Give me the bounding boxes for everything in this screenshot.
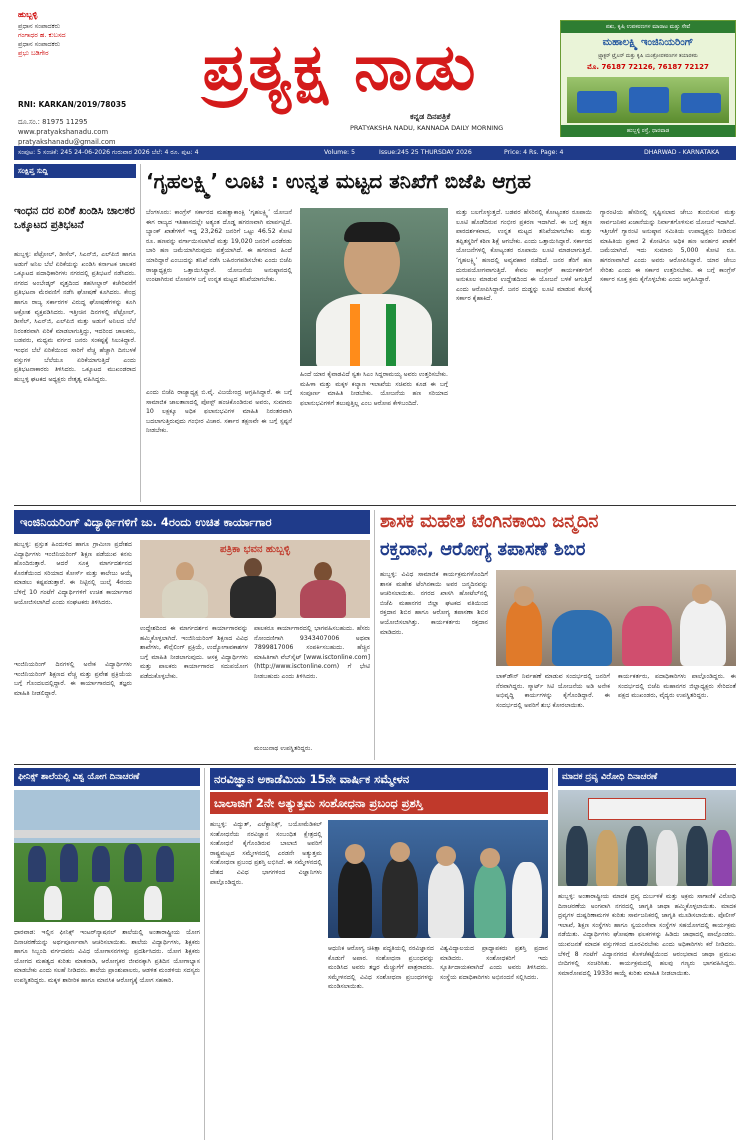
left-info-line: ಪ್ರಧಾನ ಸಂಪಾದಕರು — [18, 22, 61, 30]
academy-photo — [328, 820, 548, 938]
engineering-col1: ಹುಬ್ಬಳ್ಳಿ: ಪ್ರಸ್ತುತ ಹಿಂದುಳಿದ ಹಾಗೂ ಗ್ರಾಮೀಣ ಪ್ರದೇಶದ ವಿದ್ಯಾರ್ಥಿಗಳು ಇಂಜಿನಿಯರಿಂಗ್ ಶಿಕ್ಷಣ ಪಡೆಯುವ ಕನಸು ಹೊಂದಿರುತ್ತಾರೆ. ಆದರೆ ಸೂಕ್ತ ಮಾರ್ಗದರ್ಶನದ ಕೊರತೆಯಿಂದ ಸರಿಯಾದ ಕೋರ್ಸ್ ಮತ್ತು ಕಾಲೇಜು ಆಯ್ಕೆ ಮಾಡಲು ಕಷ್ಟಪಡುತ್ತಾರೆ. ಈ ನಿಟ್ಟಿನಲ್ಲಿ ಜುಲೈ 4ರಂದು ಬೆಳಿಗ್ಗೆ 10 ಗಂಟೆಗೆ ವಿದ್ಯಾರ್ಥಿಗಳಿಗೆ ಉಚಿತ ಕಾರ್ಯಾಗಾರ ಆಯೋಜಿಸಲಾಗಿದೆ ಎಂದು ಸಂಘಟಕರು ತಿಳಿಸಿದರು. — [14, 541, 132, 606]
ad-line: ಟ್ರ್ಯಾಕ್ಟರ್ ಟ್ರೈಲರ್ ಮತ್ತು ಕೃಷಿ ಯಂತ್ರೋಪಕರಣಗಳ ತಯಾರಕರು — [598, 53, 698, 59]
lead-headline: ‘ಗೃಹಲಕ್ಷ್ಮಿ’ ಲೂಟಿ : ಉನ್ನತ ಮಟ್ಟದ ತನಿಖೆಗೆ ಬಿಜೆಪಿ ಆಗ್ರಹ — [146, 169, 531, 193]
ad-brand: ಮಹಾಲಕ್ಷ್ಮಿ ಇಂಜಿನಿಯರಿಂಗ್ — [602, 37, 694, 48]
engineering-col1b: ಇಂಜಿನಿಯರಿಂಗ್ ದಿನಗಳಲ್ಲಿ ಅನೇಕ ವಿದ್ಯಾರ್ಥಿಗಳು ಇಂಜಿನಿಯರಿಂಗ್ ಶಿಕ್ಷಣದ ವೆಚ್ಚ ಮತ್ತು ಪ್ರವೇಶ ಪ್ರಕ್ರಿಯೆಯ ಬಗ್ಗೆ ಗೊಂದಲದಲ್ಲಿದ್ದಾರೆ. ಈ ಕಾರ್ಯಾಗಾರದಲ್ಲಿ ತಜ್ಞರು ಮಾಹಿತಿ ನೀಡಲಿದ್ದಾರೆ. — [14, 661, 132, 697]
yoga-story — [14, 768, 200, 1140]
lead-col1: ಬೆಂಗಳೂರು: ಕಾಂಗ್ರೆಸ್ ಸರ್ಕಾರದ ಮಹತ್ವಾಕಾಂಕ್ಷಿ ‘ಗೃಹಲಕ್ಷ್ಮಿ’ ಯೋಜನೆ ಈಗ ರಾಜ್ಯದ ಇತಿಹಾಸದಲ್ಲೇ ಅತ್ಯಂತ ದೊಡ್ಡ ಹಗರಣವಾಗಿ ಮಾರ್ಪಟ್ಟಿದೆ. ಬ್ಯಾಂಕ್ ಖಾತೆಗಳಿಗೆ ಇದ್ದ 23,262 ಜನರಿಗೆ ಒಟ್ಟು 46.52 ಕೋಟಿ ರೂ. ಹಣವನ್ನು ವರ್ಗಾಯಿಸಲಾಗಿದೆ ಮತ್ತು 19,020 ಜನರಿಗೆ ಎರಡೆರಡು ಬಾರಿ ಹಣ ಜಮೆಯಾಗಿರುವುದು ಪತ್ತೆಯಾಗಿದೆ. ಈ ಹಗರಣದ ಹಿಂದೆ ಯಾರಿದ್ದಾರೆ ಎಂಬುದನ್ನು ತನಿಖೆ ನಡೆಸಿ ಬಹಿರಂಗಪಡಿಸಬೇಕು ಎಂದು ಬಿಜೆಪಿ ರಾಜ್ಯಾಧ್ಯಕ್ಷರು ಒತ್ತಾಯಿಸಿದ್ದಾರೆ. ಯೋಜನೆಯ ಅನುಷ್ಠಾನದಲ್ಲಿ ಉಂಟಾಗಿರುವ ಲೋಪಗಳ ಬಗ್ಗೆ ಉನ್ನತ ಮಟ್ಟದ ತನಿಖೆಯಾಗಬೇಕು. — [146, 209, 292, 284]
ad-top-line: ಪಶು, ಕೃಷಿ ಉಪಕರಣಗಳ ಮಾರಾಟ ಮತ್ತು ಸೇವೆ — [561, 21, 735, 33]
website-link[interactable]: www.pratyakshanadu.com — [18, 128, 109, 136]
lead-col1b: ಎಂದು ಬಿಜೆಪಿ ರಾಜ್ಯಾಧ್ಯಕ್ಷ ಬಿ.ವೈ. ವಿಜಯೇಂದ್ರ ಆಗ್ರಹಿಸಿದ್ದಾರೆ. ಈ ಬಗ್ಗೆ ಸಾಮಾಜಿಕ ಜಾಲತಾಣದಲ್ಲಿ ಪೋಸ್ಟ್ ಹಂಚಿಕೊಂಡಿರುವ ಅವರು, ಸುಮಾರು 10 ಲಕ್ಷಕ್ಕೂ ಅಧಿಕ ಫಲಾನುಭವಿಗಳ ಮಾಹಿತಿ ನಿರಂತರವಾಗಿ ಬದಲಾಗುತ್ತಿರುವುದು ಗಂಭೀರ ವಿಚಾರ. ಸರ್ಕಾರ ತಕ್ಷಣವೇ ಈ ಬಗ್ಗೆ ಸ್ಪಷ್ಟನೆ ನೀಡಬೇಕು. — [146, 389, 292, 435]
dateline-bar — [14, 146, 736, 160]
email-link[interactable]: pratyakshanadu@gmail.com — [18, 138, 116, 146]
academy-col1: ಹುಬ್ಬಳ್ಳಿ: ವಿದ್ಯುತ್, ಎಲೆಕ್ಟ್ರಾನಿಕ್ಸ್, ಬಯೋಮೆಡಿಕಲ್ ಸಂಶೋಧನೆಯ ನರವಿಜ್ಞಾನ ಸಂಬಂಧಿತ ಕ್ಷೇತ್ರದಲ್ಲಿ ಸಂಶೋಧನೆ ಕೈಗೊಂಡಿರುವ ಬಾಲಾಜಿ ಅವರಿಗೆ ರಾಷ್ಟ್ರಮಟ್ಟದ ಸಮ್ಮೇಳನದಲ್ಲಿ ಎರಡನೇ ಅತ್ಯುತ್ತಮ ಸಂಶೋಧನಾ ಪ್ರಬಂಧ ಪ್ರಶಸ್ತಿ ಲಭಿಸಿದೆ. ಈ ಸಮ್ಮೇಳನದಲ್ಲಿ ದೇಶದ ವಿವಿಧ ಭಾಗಗಳಿಂದ ವಿಜ್ಞಾನಿಗಳು ಪಾಲ್ಗೊಂಡಿದ್ದರು. — [210, 821, 322, 886]
academy-story — [210, 768, 548, 1140]
lead-photo — [300, 208, 448, 366]
subtitle-kannada: ಕನ್ನಡ ದಿನಪತ್ರಿಕೆ — [410, 112, 451, 121]
drugs-story — [558, 768, 736, 1140]
lead-col3: ಮತ್ತು ಬಲಗೊಳ್ಳುತ್ತದೆ. ಬಡವರ ಹೆಸರಿನಲ್ಲಿ ಕೋಟ್ಯಂತರ ರೂಪಾಯಿ ಲೂಟಿ ಹೊಡೆದಿರುವ ಗಂಭೀರ ಪ್ರಕರಣ ಇದಾಗಿದೆ. ಈ ಬಗ್ಗೆ ತಕ್ಷಣ ಪಾರದರ್ಶಕವಾದ, ಉನ್ನತ ಮಟ್ಟದ ತನಿಖೆಯಾಗಬೇಕು ಮತ್ತು ತಪ್ಪಿತಸ್ಥರಿಗೆ ಕಠಿಣ ಶಿಕ್ಷೆ ಆಗಬೇಕು. ಎಂದು ಒತ್ತಾಯಿಸಿದ್ದಾರೆ. ಸರ್ಕಾರದ ಯೋಜನೆಗಳಲ್ಲಿ ಕೋಟ್ಯಂತರ ರೂಪಾಯಿ ಲೂಟಿ ಮಾಡಲಾಗುತ್ತಿದೆ. ‘ಗೃಹಲಕ್ಷ್ಮಿ’ ಹಣದಲ್ಲಿ ಅವ್ಯವಹಾರ ನಡೆದಿದೆ. ಜನರ ತೆರಿಗೆ ಹಣ ದುರುಪಯೋಗವಾಗುತ್ತಿದೆ. ಕೇವಲ ಕಾಂಗ್ರೆಸ್ ಕಾರ್ಯಕರ್ತರಿಗೆ ಅನುಕೂಲ ಮಾಡುವ ಉದ್ದೇಶದಿಂದ ಈ ಯೋಜನೆ ಬಳಕೆ ಆಗುತ್ತಿದೆ ಎಂದು ಆರೋಪಿಸಿದ್ದಾರೆ. ಜನರ ದುಡ್ಡನ್ನು ಲೂಟಿ ಮಾಡುವ ಕೆಲಸಕ್ಕೆ ಸರ್ಕಾರ ಕೈಹಾಕಿದೆ. — [456, 209, 592, 303]
phone-number: ದೂ.ಸಂ.: 81975 11295 — [18, 118, 88, 126]
lead-col4: ಗ್ಯಾರಂಟಿಯ ಹೆಸರಿನಲ್ಲಿ ಸೃಷ್ಟಿಸಲಾದ ಜೇಬು ತುಂಬಿಸುವ ಮತ್ತು ಸಾರ್ವಜನಿಕರ ಖಜಾನೆಯನ್ನು ನಿರ್ವಾತಗೊಳಿಸುವ ಯೋಜನೆ ಇದಾಗಿದೆ. ಇತ್ತೀಚೆಗೆ ಗ್ಯಾರಂಟಿ ಅನುಷ್ಠಾನ ಸಮಿತಿಯ ಉಪಾಧ್ಯಕ್ಷರು ನೀಡಿರುವ ಮಾಹಿತಿಯ ಪ್ರಕಾರ 2 ಕೋಟಿಗೂ ಅಧಿಕ ಹಣ ಅನರ್ಹರ ಖಾತೆಗೆ ಜಮೆಯಾಗಿದೆ. ಇದು ಸುಮಾರು 5,000 ಕೋಟಿ ರೂ. ಹಗರಣವಾಗಿದೆ ಎಂದು ಅವರು ಆರೋಪಿಸಿದ್ದಾರೆ. ಯಾರ ಜೇಬು ಸೇರಿತು ಎಂದು ಈ ಸರ್ಕಾರ ಉತ್ತರಿಸಬೇಕು. ಈ ಬಗ್ಗೆ ಕಾಂಗ್ರೆಸ್ ಸರ್ಕಾರ ಸೂಕ್ತ ಕ್ರಮ ಕೈಗೊಳ್ಳಬೇಕು ಎಂದು ಆಗ್ರಹಿಸಿದ್ದಾರೆ. — [600, 209, 736, 284]
lead-story — [146, 164, 736, 502]
dateline-issue: Issue:245 25 THURSDAY 2026 — [379, 149, 472, 156]
dateline-volume: Volume: 5 — [324, 149, 355, 156]
engineering-signoff: ಮಂಜುನಾಥ ಉಪಸ್ಥಿತರಿದ್ದರು. — [254, 745, 313, 752]
ad-machines-image — [567, 77, 729, 123]
engineering-headline: ಇಂಜಿನಿಯರಿಂಗ್ ವಿದ್ಯಾರ್ಥಿಗಳಿಗೆ ಜು. 4ರಂದು ಉಚಿತ ಕಾರ್ಯಾಗಾರ — [14, 510, 370, 534]
dateline-place: DHARWAD - KARNATAKA — [644, 149, 720, 156]
academy-col2: ಆಧುನಿಕ ಆರೋಗ್ಯ ಚಿಕಿತ್ಸಾ ಪದ್ಧತಿಯಲ್ಲಿ ನರವಿಜ್ಞಾನದ ಕೊಡುಗೆ ಅಪಾರ. ಸಂಶೋಧನಾ ಪ್ರಬಂಧವನ್ನು ಮಂಡಿಸಿದ ಅವರು ತಜ್ಞರ ಮೆಚ್ಚುಗೆಗೆ ಪಾತ್ರರಾದರು. ಸಮ್ಮೇಳನದಲ್ಲಿ ವಿವಿಧ ಸಂಶೋಧನಾ ಪ್ರಬಂಧಗಳನ್ನು ಮಂಡಿಸಲಾಯಿತು. — [328, 945, 434, 991]
left-info — [18, 22, 128, 58]
subtitle-english: PRATYAKSHA NADU, KANNADA DAILY MORNING — [350, 124, 504, 132]
yoga-headline: ಫೀನಿಕ್ಸ್ ಶಾಲೆಯಲ್ಲಿ ವಿಶ್ವ ಯೋಗ ದಿನಾಚರಣೆ — [14, 768, 200, 786]
birthday-headline-1: ಶಾಸಕ ಮಹೇಶ ಟೆಂಗಿನಕಾಯಿ ಜನ್ಮದಿನ — [380, 511, 599, 532]
brief-headline: ಇಂಧನ ದರ ಏರಿಕೆ ಖಂಡಿಸಿ ಚಾಲಕರ ಒಕ್ಕೂಟದ ಪ್ರತಿಭಟನೆ — [14, 205, 135, 231]
left-info-line: ಗಂಗಾಧರ ಹ. ಕುಬಸದ — [18, 31, 66, 39]
rni-number: RNI: KARKAN/2019/78035 — [18, 100, 127, 109]
edition-label: ಹುಬ್ಬಳ್ಳಿ — [18, 10, 38, 19]
engineering-story — [14, 510, 370, 760]
brief-news — [14, 164, 136, 502]
brief-body: ಹುಬ್ಬಳ್ಳಿ: ಪೆಟ್ರೋಲ್, ಡೀಸೆಲ್, ಸಿಎನ್‌ಜಿ, ಎಲ್‌ಪಿಜಿ ಹಾಗೂ ಅಡುಗೆ ಅನಿಲ ಬೆಲೆ ಏರಿಕೆಯನ್ನು ಖಂಡಿಸಿ ಕರ್ನಾಟಕ ಚಾಲಕರ ಒಕ್ಕೂಟದ ಪದಾಧಿಕಾರಿಗಳು ನಗರದಲ್ಲಿ ಪ್ರತಿಭಟನೆ ನಡೆಸಿದರು. ನಗರದ ಅಂಬೇಡ್ಕರ್ ವೃತ್ತದಿಂದ ತಹಸೀಲ್ದಾರ್ ಕಚೇರಿವರೆಗೆ ಪ್ರತಿಭಟನಾ ಮೆರವಣಿಗೆ ನಡೆಸಿ ಘೋಷಣೆ ಕೂಗಿದರು. ಕೇಂದ್ರ ಹಾಗೂ ರಾಜ್ಯ ಸರ್ಕಾರಗಳ ವಿರುದ್ಧ ಘೋಷಣೆಗಳನ್ನು ಕೂಗಿ ಆಕ್ರೋಶ ವ್ಯಕ್ತಪಡಿಸಿದರು. ಇತ್ತೀಚಿನ ದಿನಗಳಲ್ಲಿ ಪೆಟ್ರೋಲ್, ಡೀಸೆಲ್, ಸಿಎನ್‌ಜಿ, ಎಲ್‌ಪಿಜಿ ಮತ್ತು ಅಡುಗೆ ಅನಿಲದ ಬೆಲೆ ನಿರಂತರವಾಗಿ ಏರಿಕೆ ಮಾಡಲಾಗುತ್ತಿದ್ದು, ಇದರಿಂದ ಚಾಲಕರು, ಬಡವರು, ಮಧ್ಯಮ ವರ್ಗದ ಜನರು ಸಂಕಷ್ಟಕ್ಕೆ ಸಿಲುಕಿದ್ದಾರೆ. ಇಂಧನ ಬೆಲೆ ಏರಿಕೆಯಿಂದ ಸಾರಿಗೆ ವೆಚ್ಚ ಹೆಚ್ಚಾಗಿ ದಿನಬಳಕೆ ವಸ್ತುಗಳ ಬೆಲೆಯೂ ಏರಿಕೆಯಾಗುತ್ತಿದೆ ಎಂದು ಪ್ರತಿಭಟನಾಕಾರರು ತಿಳಿಸಿದರು. ಒಕ್ಕೂಟದ ಮುಖಂಡರಾದ ಹುಬ್ಬಳ್ಳಿ ಘಟಕದ ಅಧ್ಯಕ್ಷರು ನೇತೃತ್ವ ವಹಿಸಿದ್ದರು. — [14, 251, 136, 383]
engineering-photo — [140, 540, 370, 618]
left-info-line: ಪ್ರಭು ಬಡಿಗೇರ — [18, 49, 49, 57]
academy-col3: ವಿಶ್ವವಿದ್ಯಾಲಯದ ಪ್ರಾಧ್ಯಾಪಕರು ಪ್ರಶಸ್ತಿ ಪ್ರದಾನ ಮಾಡಿದರು. ಸಂಶೋಧಕರಿಗೆ ಇದು ಸ್ಫೂರ್ತಿದಾಯಕವಾಗಿದೆ ಎಂದು ಅವರು ತಿಳಿಸಿದರು. ಸಂಸ್ಥೆಯ ಪದಾಧಿಕಾರಿಗಳು ಅಭಿನಂದನೆ ಸಲ್ಲಿಸಿದರು. — [440, 945, 548, 981]
newspaper-title: ಪ್ರತ್ಯಕ್ಷ ನಾಡು — [202, 31, 478, 105]
birthday-col2: ಲಾಕ್‌ಡೌನ್ ನಿರ್ವಹಣೆ ಮಾಡುವ ಸಂದರ್ಭದಲ್ಲಿ ಜನರಿಗೆ ನೆರವಾಗಿದ್ದರು. ಸ್ಮಾರ್ಟ್ ಸಿಟಿ ಯೋಜನೆಯ ಅಡಿ ಅನೇಕ ಅಭಿವೃದ್ಧಿ ಕಾರ್ಯಗಳನ್ನು ಕೈಗೊಂಡಿದ್ದಾರೆ. ಈ ಸಂದರ್ಭದಲ್ಲಿ ಅವರಿಗೆ ಶುಭ ಕೋರಲಾಯಿತು. — [496, 673, 610, 709]
engineering-col3: ಪಾಲಕರೂ ಕಾರ್ಯಾಗಾರದಲ್ಲಿ ಭಾಗವಹಿಸಬಹುದು. ಹೆಸರು ನೋಂದಣಿಗಾಗಿ 9343407006 ಅಥವಾ 7899817006 ಸಂಪರ್ಕಿಸಬಹುದು. ಹೆಚ್ಚಿನ ಮಾಹಿತಿಗಾಗಿ ವೆಬ್‌ಸೈಟ್ [www.isctonline.com](http://www.isctonline.com) ಗೆ ಭೇಟಿ ನೀಡಬಹುದು ಎಂದು ತಿಳಿಸಿದರು. — [254, 625, 370, 680]
birthday-col3: ಕಾರ್ಯಕರ್ತರು, ಪದಾಧಿಕಾರಿಗಳು ಪಾಲ್ಗೊಂಡಿದ್ದರು. ಈ ಸಂದರ್ಭದಲ್ಲಿ ಬಿಜೆಪಿ ಮಹಾನಗರ ಜಿಲ್ಲಾಧ್ಯಕ್ಷರು ಸೇರಿದಂತೆ ಪಕ್ಷದ ಮುಖಂಡರು, ವೈದ್ಯರು ಉಪಸ್ಥಿತರಿದ್ದರು. — [618, 673, 736, 700]
lead-col2: ಹಿಂದೆ ಯಾರ ಕೈವಾಡವಿದೆ ಸ್ವತಃ ಸಿಎಂ ಸಿದ್ದರಾಮಯ್ಯ ಅವರು ಉತ್ತರಿಸಬೇಕು. ಮಹಿಳಾ ಮತ್ತು ಮಕ್ಕಳ ಕಲ್ಯಾಣ ಇಲಾಖೆಯ ಸಚಿವರು ಕೂಡ ಈ ಬಗ್ಗೆ ಸಂಪೂರ್ಣ ಮಾಹಿತಿ ನೀಡಬೇಕು. ಯೋಜನೆಯ ಹಣ ಸರಿಯಾದ ಫಲಾನುಭವಿಗಳಿಗೆ ತಲುಪುತ್ತಿಲ್ಲ ಎಂಬ ಆರೋಪ ಕೇಳಿಬಂದಿದೆ. — [300, 371, 448, 407]
engineering-col2: ಉದ್ದೇಶದಿಂದ ಈ ಮಾರ್ಗದರ್ಶನ ಕಾರ್ಯಾಗಾರವನ್ನು ಹಮ್ಮಿಕೊಳ್ಳಲಾಗಿದೆ. ಇಂಜಿನಿಯರಿಂಗ್ ಶಿಕ್ಷಣದ ವಿವಿಧ ಶಾಖೆಗಳು, ಕೌನ್ಸೆಲಿಂಗ್ ಪ್ರಕ್ರಿಯೆ, ಉದ್ಯೋಗಾವಕಾಶಗಳ ಬಗ್ಗೆ ಮಾಹಿತಿ ನೀಡಲಾಗುವುದು. ಆಸಕ್ತ ವಿದ್ಯಾರ್ಥಿಗಳು ಮತ್ತು ಪಾಲಕರು ಕಾರ್ಯಾಗಾರದ ಸದುಪಯೋಗ ಪಡೆದುಕೊಳ್ಳಬೇಕು. — [140, 625, 248, 680]
ad-bottom-line: ಹುಬ್ಬಳ್ಳಿ ರಸ್ತೆ, ಧಾರವಾಡ — [561, 125, 735, 137]
press-banner: ಪತ್ರಿಕಾ ಭವನ ಹುಬ್ಬಳ್ಳಿ — [219, 544, 291, 555]
drugs-body: ಹುಬ್ಬಳ್ಳಿ: ಅಂತಾರಾಷ್ಟ್ರೀಯ ಮಾದಕ ದ್ರವ್ಯ ದುರ್ಬಳಕೆ ಮತ್ತು ಅಕ್ರಮ ಸಾಗಾಣಿಕೆ ವಿರೋಧಿ ದಿನಾಚರಣೆಯ ಅಂಗವಾಗಿ ನಗರದಲ್ಲಿ ಜಾಗೃತಿ ಜಾಥಾ ಹಮ್ಮಿಕೊಳ್ಳಲಾಯಿತು. ಮಾದಕ ದ್ರವ್ಯಗಳ ದುಷ್ಪರಿಣಾಮಗಳ ಕುರಿತು ಸಾರ್ವಜನಿಕರಲ್ಲಿ ಜಾಗೃತಿ ಮೂಡಿಸಲಾಯಿತು. ಪೊಲೀಸ್ ಇಲಾಖೆ, ಶಿಕ್ಷಣ ಸಂಸ್ಥೆಗಳು ಹಾಗೂ ಸ್ವಯಂಸೇವಾ ಸಂಸ್ಥೆಗಳ ಸಹಯೋಗದಲ್ಲಿ ಕಾರ್ಯಕ್ರಮ ನಡೆಯಿತು. ವಿದ್ಯಾರ್ಥಿಗಳು ಘೋಷಣಾ ಫಲಕಗಳನ್ನು ಹಿಡಿದು ಜಾಥಾದಲ್ಲಿ ಪಾಲ್ಗೊಂಡರು. ಯುವಜನತೆ ಮಾದಕ ವಸ್ತುಗಳಿಂದ ದೂರವಿರಬೇಕು ಎಂದು ಅಧಿಕಾರಿಗಳು ಕರೆ ನೀಡಿದರು. ಬೆಳಿಗ್ಗೆ 8 ಗಂಟೆಗೆ ವಿದ್ಯಾನಗರದ ಕೊಳಚೆಕಟ್ಟೆಯಿಂದ ಆರಂಭವಾದ ಜಾಥಾ ಪ್ರಮುಖ ಬೀದಿಗಳಲ್ಲಿ ಸಂಚರಿಸಿತು. ಕಾರ್ಯಕ್ರಮದಲ್ಲಿ ಹಲವು ಗಣ್ಯರು ಭಾಗವಹಿಸಿದ್ದರು. ಸಮಾರೋಪದಲ್ಲಿ 1933ರ ಕಾಯ್ದೆ ಕುರಿತು ಮಾಹಿತಿ ನೀಡಲಾಯಿತು. — [558, 893, 736, 977]
birthday-photo — [496, 570, 736, 666]
ad-phone: ಮೊ. 76187 72126, 76187 72127 — [587, 63, 709, 71]
dateline-kannada: ಸಂಪುಟ: 5 ಸಂಚಿಕೆ: 245 24-06-2026 ಗುರುವಾರ 2026 ಬೆಲೆ: 4 ರೂ. ಪುಟ: 4 — [18, 149, 199, 156]
masthead — [0, 0, 750, 144]
yoga-photo — [14, 790, 200, 922]
dateline-price: Price: 4 Rs. Page: 4 — [504, 149, 564, 156]
birthday-story — [380, 510, 736, 760]
birthday-col1: ಹುಬ್ಬಳ್ಳಿ: ವಿವಿಧ ಸಾಮಾಜಿಕ ಕಾರ್ಯಕ್ರಮಗಳೊಂದಿಗೆ ಶಾಸಕ ಮಹೇಶ ಟೆಂಗಿನಕಾಯಿ ಅವರ ಜನ್ಮದಿನವನ್ನು ಆಚರಿಸಲಾಯಿತು. ನಗರದ ಖಾಸಗಿ ಹೋಟೆಲ್‌ನಲ್ಲಿ ಬಿಜೆಪಿ ಮಹಾನಗರ ಜಿಲ್ಲಾ ಘಟಕದ ವತಿಯಿಂದ ರಕ್ತದಾನ ಶಿಬಿರ ಹಾಗೂ ಆರೋಗ್ಯ ತಪಾಸಣಾ ಶಿಬಿರ ಆಯೋಜಿಸಲಾಗಿತ್ತು. ಕಾರ್ಯಕರ್ತರು ರಕ್ತದಾನ ಮಾಡಿದರು. — [380, 571, 488, 636]
brief-label: ಸಂಕ್ಷಿಪ್ತ ಸುದ್ದಿ — [14, 164, 136, 178]
birthday-headline-2: ರಕ್ತದಾನ, ಆರೋಗ್ಯ ತಪಾಸಣೆ ಶಿಬಿರ — [380, 539, 586, 560]
academy-headline-2: ಬಾಲಾಜಿಗೆ 2ನೇ ಅತ್ಯುತ್ತಮ ಸಂಶೋಧನಾ ಪ್ರಬಂಧ ಪ್ರಶಸ್ತಿ — [210, 792, 548, 814]
advertisement[interactable] — [560, 20, 736, 137]
yoga-body: ಧಾರವಾಡ: ಇಲ್ಲಿನ ಫೀನಿಕ್ಸ್ ಇಂಟರ್‌ನ್ಯಾಷನಲ್ ಶಾಲೆಯಲ್ಲಿ ಅಂತಾರಾಷ್ಟ್ರೀಯ ಯೋಗ ದಿನಾಚರಣೆಯನ್ನು ಅರ್ಥಪೂರ್ಣವಾಗಿ ಆಚರಿಸಲಾಯಿತು. ಶಾಲೆಯ ವಿದ್ಯಾರ್ಥಿಗಳು, ಶಿಕ್ಷಕರು ಹಾಗೂ ಸಿಬ್ಬಂದಿ ವರ್ಗದವರು ವಿವಿಧ ಯೋಗಾಸನಗಳನ್ನು ಪ್ರದರ್ಶಿಸಿದರು. ಯೋಗ ಶಿಕ್ಷಕರು ಯೋಗದ ಮಹತ್ವದ ಕುರಿತು ಮಾತನಾಡಿ, ಆರೋಗ್ಯಕರ ಜೀವನಕ್ಕಾಗಿ ಪ್ರತಿದಿನ ಯೋಗಾಭ್ಯಾಸ ಮಾಡಬೇಕು ಎಂದು ಸಲಹೆ ನೀಡಿದರು. ಶಾಲೆಯ ಪ್ರಾಂಶುಪಾಲರು, ಆಡಳಿತ ಮಂಡಳಿಯ ಸದಸ್ಯರು ಉಪಸ್ಥಿತರಿದ್ದರು. ಮಕ್ಕಳ ಶಾರೀರಿಕ ಹಾಗೂ ಮಾನಸಿಕ ಆರೋಗ್ಯಕ್ಕೆ ಯೋಗ ಸಹಕಾರಿ. — [14, 929, 200, 984]
left-info-line: ಪ್ರಧಾನ ಸಂಪಾದಕರು — [18, 40, 61, 48]
academy-headline-1: ನರವಿಜ್ಞಾನ ಅಕಾಡೆಮಿಯ 15ನೇ ವಾರ್ಷಿಕ ಸಮ್ಮೇಳನ — [210, 768, 548, 790]
drugs-headline: ಮಾದಕ ದ್ರವ್ಯ ವಿರೋಧಿ ದಿನಾಚರಣೆ — [558, 768, 736, 786]
drugs-photo — [558, 790, 736, 886]
